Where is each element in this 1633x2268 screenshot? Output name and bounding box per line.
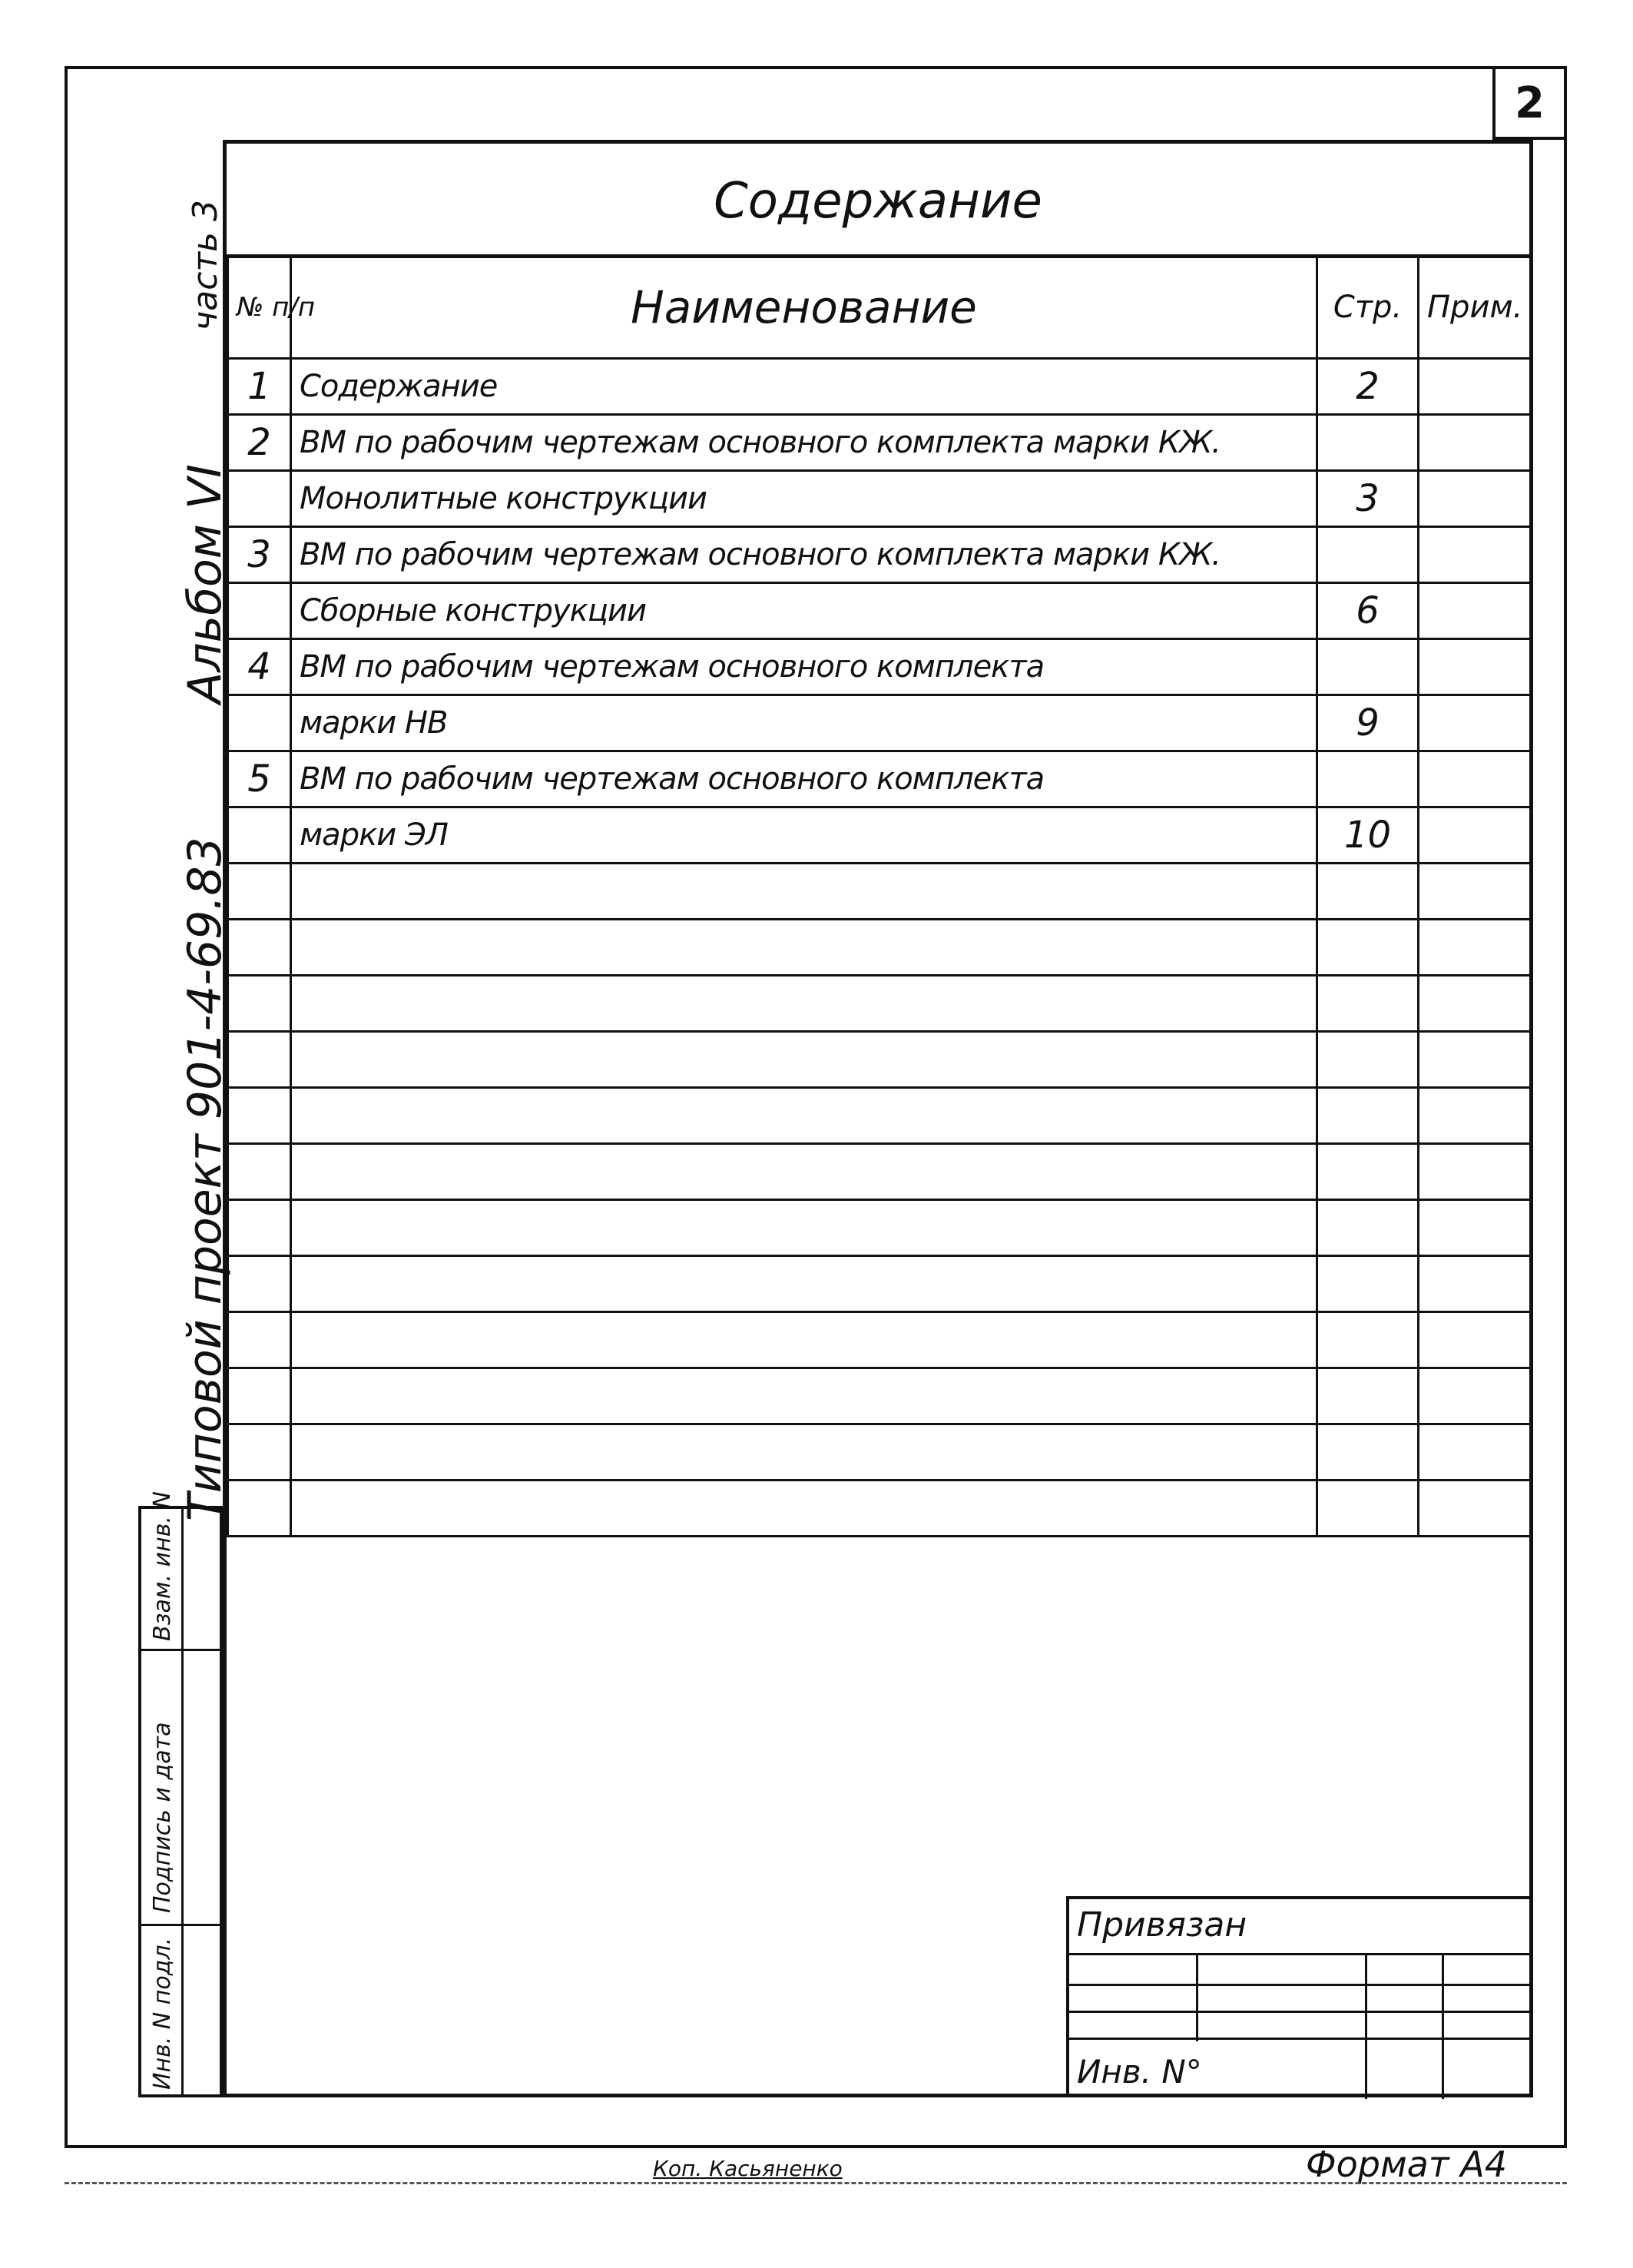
row-note (1419, 1255, 1531, 1311)
row-name (291, 1143, 1317, 1199)
table-row (228, 582, 1531, 638)
row-name: Сборные конструкции (291, 582, 1317, 638)
row-num: 2 (228, 414, 291, 470)
header-num: № п/п (228, 258, 291, 358)
row-note (1419, 1087, 1531, 1143)
row-name (291, 1087, 1317, 1143)
table-row (228, 414, 1531, 470)
row-note (1419, 919, 1531, 975)
table-row (228, 1368, 1531, 1424)
table-row (228, 863, 1531, 919)
table-header-row (228, 258, 1531, 358)
row-name: Монолитные конструкции (291, 470, 1317, 526)
row-num (228, 1480, 291, 1536)
row-page (1317, 1311, 1419, 1368)
footer-copied-by: Коп. Касьяненко (653, 2156, 843, 2181)
sheet-number: 2 (1492, 66, 1567, 140)
row-note (1419, 1368, 1531, 1424)
row-num: 4 (228, 638, 291, 695)
row-num (228, 807, 291, 863)
row-page: 6 (1317, 582, 1419, 638)
title-block-line (1365, 1953, 1367, 2099)
title-block (1066, 1896, 1533, 2097)
table-row (228, 1480, 1531, 1536)
table-row (228, 1424, 1531, 1480)
row-note (1419, 751, 1531, 807)
row-num (228, 695, 291, 751)
title-block-inv: Инв. N° (1077, 2053, 1202, 2091)
row-page (1317, 414, 1419, 470)
title-block-line (1196, 1953, 1198, 2041)
row-note (1419, 1143, 1531, 1199)
row-page (1317, 751, 1419, 807)
row-page: 3 (1317, 470, 1419, 526)
table-row (228, 751, 1531, 807)
row-page (1317, 1199, 1419, 1255)
row-name (291, 863, 1317, 919)
row-note (1419, 1424, 1531, 1480)
header-name: Наименование (291, 258, 1317, 358)
row-note (1419, 1311, 1531, 1368)
table-row (228, 638, 1531, 695)
row-page (1317, 863, 1419, 919)
row-note (1419, 526, 1531, 582)
row-num: 5 (228, 751, 291, 807)
title-block-line (1069, 1953, 1533, 1955)
table-row (228, 919, 1531, 975)
row-name (291, 1311, 1317, 1368)
row-page (1317, 638, 1419, 695)
title-block-line (1442, 1953, 1444, 2099)
table-row (228, 695, 1531, 751)
row-note (1419, 1031, 1531, 1087)
approval-stamp-area (138, 1491, 223, 2097)
row-name: ВМ по рабочим чертежам основного комплекта марки КЖ. (291, 526, 1317, 582)
row-note (1419, 414, 1531, 470)
row-note (1419, 1480, 1531, 1536)
table-row (228, 1255, 1531, 1311)
row-num (228, 1031, 291, 1087)
header-note: Прим. (1419, 258, 1531, 358)
row-name: ВМ по рабочим чертежам основного комплекта (291, 751, 1317, 807)
row-num (228, 1087, 291, 1143)
row-name (291, 975, 1317, 1031)
table-row (228, 807, 1531, 863)
row-name (291, 1031, 1317, 1087)
table-row (228, 358, 1531, 414)
row-note (1419, 470, 1531, 526)
row-num (228, 1143, 291, 1199)
row-num (228, 1368, 291, 1424)
side-title-part: часть 3 (185, 200, 225, 331)
stamp-divider (141, 1924, 223, 1926)
row-name: марки НВ (291, 695, 1317, 751)
contents-title: Содержание (227, 148, 1529, 258)
contents-body (228, 358, 1531, 1536)
row-num (228, 1424, 291, 1480)
footer-line (65, 2182, 1567, 2184)
row-note (1419, 695, 1531, 751)
row-page (1317, 1031, 1419, 1087)
table-row (228, 526, 1531, 582)
row-page (1317, 1368, 1419, 1424)
stamp-inv-podl: Инв. N подл. (149, 1937, 176, 2090)
side-title-album: Альбом VI (178, 464, 232, 704)
table-row (228, 1031, 1531, 1087)
row-name (291, 1424, 1317, 1480)
footer-format: Формат А4 (1306, 2144, 1507, 2185)
table-row (228, 1087, 1531, 1143)
row-num (228, 863, 291, 919)
row-name (291, 1480, 1317, 1536)
row-num (228, 582, 291, 638)
row-page (1317, 1480, 1419, 1536)
row-num (228, 470, 291, 526)
title-block-privyazan: Привязан (1077, 1905, 1247, 1945)
row-name (291, 1255, 1317, 1311)
row-page: 2 (1317, 358, 1419, 414)
row-name (291, 1199, 1317, 1255)
row-page (1317, 975, 1419, 1031)
row-name: Содержание (291, 358, 1317, 414)
header-page: Стр. (1317, 258, 1419, 358)
title-block-line (1069, 2011, 1533, 2013)
row-note (1419, 863, 1531, 919)
row-page (1317, 1087, 1419, 1143)
row-page (1317, 1424, 1419, 1480)
row-name: марки ЭЛ (291, 807, 1317, 863)
table-row (228, 1311, 1531, 1368)
row-num: 1 (228, 358, 291, 414)
contents-table (227, 258, 1532, 1537)
table-row (228, 470, 1531, 526)
row-note (1419, 975, 1531, 1031)
stamp-vzam-inv: Взам. инв. N (149, 1491, 176, 1641)
stamp-divider (141, 1649, 223, 1651)
row-name: ВМ по рабочим чертежам основного комплекта (291, 638, 1317, 695)
row-name: ВМ по рабочим чертежам основного комплекта марки КЖ. (291, 414, 1317, 470)
side-title-project: Типовой проект 901-4-69.83 (178, 837, 232, 1521)
stamp-podpis-data: Подпись и дата (149, 1722, 176, 1913)
row-page: 10 (1317, 807, 1419, 863)
row-note (1419, 358, 1531, 414)
row-page (1317, 919, 1419, 975)
row-name (291, 919, 1317, 975)
row-num (228, 1199, 291, 1255)
title-block-line (1069, 2038, 1533, 2040)
row-num (228, 1311, 291, 1368)
row-num (228, 919, 291, 975)
row-page (1317, 1255, 1419, 1311)
row-page (1317, 1143, 1419, 1199)
title-block-line (1069, 1984, 1533, 1986)
row-num: 3 (228, 526, 291, 582)
table-row (228, 1199, 1531, 1255)
row-page (1317, 526, 1419, 582)
table-row (228, 1143, 1531, 1199)
row-note (1419, 638, 1531, 695)
row-note (1419, 1199, 1531, 1255)
row-name (291, 1368, 1317, 1424)
row-note (1419, 807, 1531, 863)
row-page: 9 (1317, 695, 1419, 751)
row-num (228, 975, 291, 1031)
table-row (228, 975, 1531, 1031)
row-note (1419, 582, 1531, 638)
side-title (178, 200, 232, 1521)
row-num (228, 1255, 291, 1311)
